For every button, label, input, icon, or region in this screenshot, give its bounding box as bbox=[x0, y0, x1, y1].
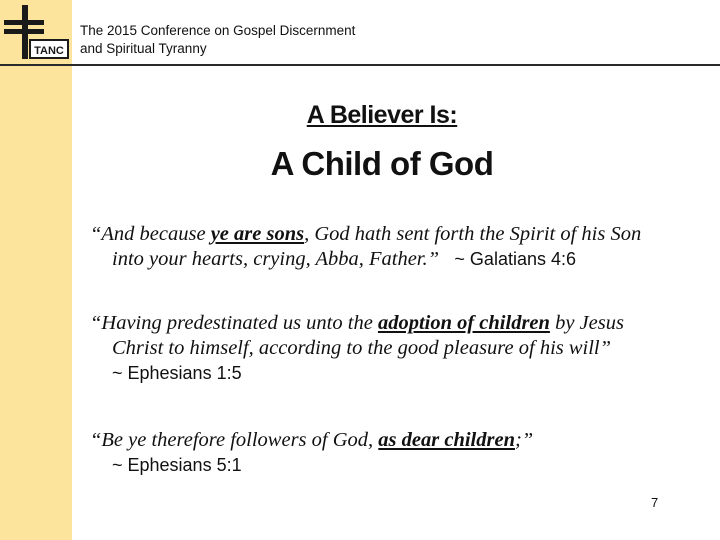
verse-highlight: as dear children bbox=[378, 429, 515, 451]
conference-title-line1: The 2015 Conference on Gospel Discernment bbox=[80, 23, 356, 38]
verse-reference: ~ Ephesians 5:1 bbox=[112, 455, 242, 475]
conference-title bbox=[80, 22, 355, 58]
logo-text: TANC bbox=[34, 45, 64, 57]
sidebar-band bbox=[0, 0, 72, 540]
tanc-cross-logo bbox=[2, 3, 70, 61]
verse-reference: ~ Ephesians 1:5 bbox=[112, 363, 242, 383]
slide-title: A Child of God bbox=[270, 145, 494, 182]
verse-open-quote: “ bbox=[90, 223, 102, 245]
header-divider bbox=[0, 64, 720, 66]
verse-line2: Christ to himself, according to the good pleasure of his will” bbox=[112, 337, 612, 359]
verse-ephesians-1-5 bbox=[90, 311, 690, 386]
verse-text-post: , God hath sent forth the Spirit of his Son bbox=[304, 223, 642, 245]
verse-line2-text: into your hearts, crying, Abba, Father.” bbox=[112, 248, 440, 270]
verse-highlight: adoption of children bbox=[377, 312, 550, 334]
slide-subtitle: A Believer Is: bbox=[306, 101, 458, 129]
verse-text-pre: Be ye therefore followers of God, bbox=[101, 429, 379, 451]
verse-line2 bbox=[90, 247, 690, 272]
conference-title-line2: and Spiritual Tyranny bbox=[80, 41, 207, 56]
verse-text-pre: Having predestinated us unto the bbox=[101, 312, 378, 334]
verse-text-pre: And because bbox=[101, 223, 211, 245]
verse-highlight: ye are sons bbox=[210, 223, 305, 245]
verse-text-post: ;” bbox=[514, 429, 534, 451]
page-number: 7 bbox=[651, 495, 659, 510]
verse-open-quote: “ bbox=[90, 429, 102, 451]
verse-text-post: by Jesus bbox=[549, 312, 624, 334]
verse-reference: ~ Galatians 4:6 bbox=[454, 249, 577, 269]
verse-open-quote: “ bbox=[90, 312, 102, 334]
verse-galatians bbox=[90, 222, 690, 272]
verse-ephesians-5-1 bbox=[90, 428, 690, 478]
